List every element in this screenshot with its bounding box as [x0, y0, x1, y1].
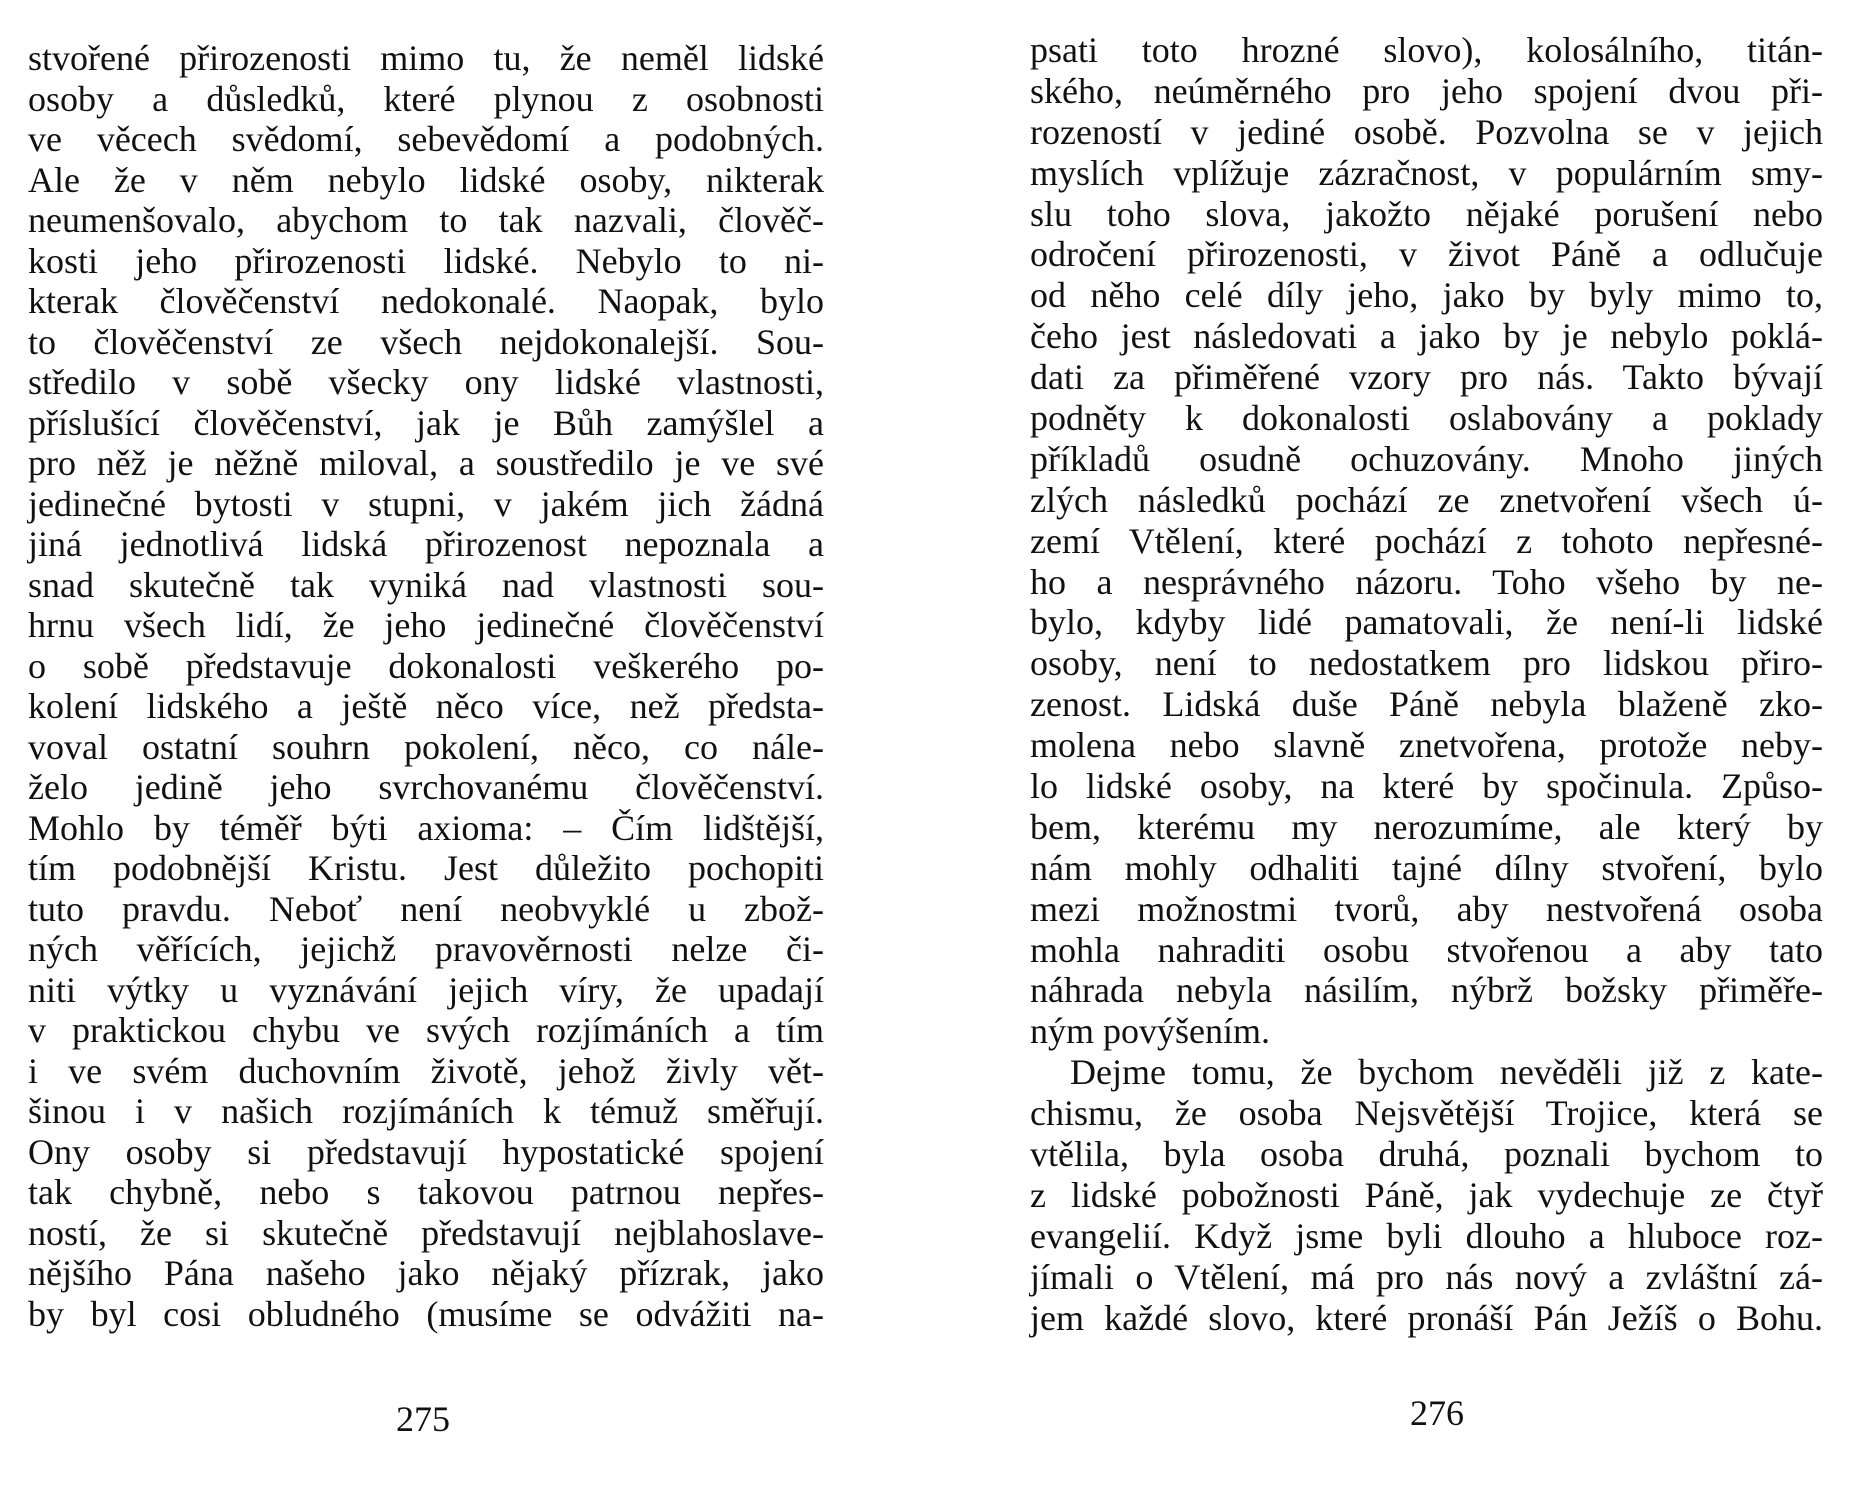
text-line: želo jedině jeho svrchovanému člověčenství. — [28, 767, 824, 807]
text-line: zemí Vtělení, které pochází z tohoto nepřesné- — [1030, 520, 1823, 561]
right-page-text — [1030, 30, 1823, 1339]
text-line: Mohlo by téměř býti axioma: – Čím lidštější, — [28, 807, 824, 848]
text-line: tuto pravdu. Neboť není neobvyklé u zbož- — [28, 888, 824, 929]
text-line: molena nebo slavně znetvořena, protože neby- — [1030, 725, 1823, 766]
text-line: hrnu všech lidí, že jeho jedinečné člověčenství — [28, 605, 824, 645]
text-line: zlých následků pochází ze znetvoření všech ú- — [1030, 479, 1823, 520]
text-line: mezi možnostmi tvorů, aby nestvořená osoba — [1030, 888, 1823, 929]
text-line: osoby, není to nedostatkem pro lidskou přiro- — [1030, 643, 1823, 684]
text-line: Ale že v něm nebylo lidské osoby, nikterak — [28, 159, 824, 200]
text-line: osoby a důsledků, které plynou z osobnosti — [28, 78, 824, 119]
text-line: kosti jeho přirozenosti lidské. Nebylo to ni- — [28, 240, 824, 281]
text-line: by byl cosi obludného (musíme se odvážiti na- — [28, 1293, 824, 1334]
text-line: evangelií. Když jsme byli dlouho a hluboce roz- — [1030, 1215, 1823, 1256]
text-line: nějšího Pána našeho jako nějaký přízrak, jako — [28, 1253, 824, 1293]
text-line: neumenšovalo, abychom to tak nazvali, člověč- — [28, 200, 824, 240]
text-line: ným povýšením. — [1030, 1011, 1270, 1052]
text-line: příslušící člověčenství, jak je Bůh zamýšlel a — [28, 402, 824, 443]
text-line: mohla nahraditi osobu stvořenou a aby tato — [1030, 929, 1823, 970]
text-line: kterak člověčenství nedokonalé. Naopak, bylo — [28, 281, 824, 321]
text-line: bem, kterému my nerozumíme, ale který by — [1030, 806, 1823, 847]
text-line: dati za přiměřené vzory pro nás. Takto bývají — [1030, 357, 1823, 398]
text-line: ského, neúměrného pro jeho spojení dvou při- — [1030, 70, 1823, 111]
text-line: tím podobnější Kristu. Jest důležito pochopiti — [28, 848, 824, 888]
text-line: voval ostatní souhrn pokolení, něco, co nále- — [28, 726, 824, 767]
text-line: odročení přirozenosti, v život Páně a odlučuje — [1030, 234, 1823, 275]
text-line: jedinečné bytosti v stupni, v jakém jich žádná — [28, 483, 824, 524]
text-line: středilo v sobě všecky ony lidské vlastnosti, — [28, 362, 824, 402]
text-line: chismu, že osoba Nejsvětější Trojice, která se — [1030, 1093, 1823, 1134]
text-line: nám mohly odhaliti tajné dílny stvoření, bylo — [1030, 847, 1823, 888]
text-line: ných věřících, jejichž pravověrnosti nelze či- — [28, 929, 824, 969]
text-line: stvořené přirozenosti mimo tu, že neměl lidské — [28, 38, 824, 78]
text-line: příkladů osudně ochuzovány. Mnoho jiných — [1030, 438, 1823, 479]
text-line: zenost. Lidská duše Páně nebyla blaženě zko- — [1030, 684, 1823, 725]
text-line: v praktickou chybu ve svých rozjímáních a tím — [28, 1010, 824, 1050]
text-line: ho a nesprávného názoru. Toho všeho by ne- — [1030, 561, 1823, 602]
text-line: kolení lidského a ještě něco více, než předsta- — [28, 686, 824, 726]
text-line: podněty k dokonalosti oslabovány a poklady — [1030, 398, 1823, 439]
text-line: slu toho slova, jakožto nějaké porušení nebo — [1030, 193, 1823, 234]
text-line: myslích vplížuje zázračnost, v populárním smy- — [1030, 152, 1823, 193]
text-line: tak chybně, nebo s takovou patrnou nepřes- — [28, 1172, 824, 1212]
text-line: vtělila, byla osoba druhá, poznali bychom to — [1030, 1134, 1823, 1175]
text-line: Dejme tomu, že bychom nevěděli již z kate- — [1070, 1052, 1823, 1093]
text-line: od něho celé díly jeho, jako by byly mimo to, — [1030, 275, 1823, 316]
text-line: jímali o Vtělení, má pro nás nový a zvláštní zá- — [1030, 1256, 1823, 1297]
text-line: šinou i v našich rozjímáních k témuž směřují. — [28, 1091, 824, 1131]
text-line: ností, že si skutečně představují nejblahoslave- — [28, 1212, 824, 1253]
page-number-left: 275 — [396, 1399, 450, 1439]
text-line: o sobě představuje dokonalosti veškerého po- — [28, 645, 824, 686]
text-line: čeho jest následovati a jako by je nebylo poklá- — [1030, 316, 1823, 357]
text-line: ve věcech svědomí, sebevědomí a podobných. — [28, 119, 824, 159]
text-line: jem každé slovo, které pronáší Pán Ježíš o Bohu. — [1030, 1297, 1823, 1338]
text-line: i ve svém duchovním životě, jehož živly vět- — [28, 1050, 824, 1091]
text-line: náhrada nebyla násilím, nýbrž božsky přiměře- — [1030, 970, 1823, 1011]
text-line: pro něž je něžně miloval, a soustředilo je ve své — [28, 443, 824, 483]
text-line: niti výtky u vyznávání jejich víry, že upadají — [28, 969, 824, 1010]
left-page-text — [28, 38, 824, 1334]
text-line: Ony osoby si představují hypostatické spojení — [28, 1131, 824, 1172]
text-line: jiná jednotlivá lidská přirozenost nepoznala a — [28, 524, 824, 564]
text-line: to člověčenství ze všech nejdokonalejší. Sou- — [28, 321, 824, 362]
text-line: z lidské pobožnosti Páně, jak vydechuje ze čtyř — [1030, 1174, 1823, 1215]
page-number-right: 276 — [1410, 1393, 1464, 1433]
text-line: snad skutečně tak vyniká nad vlastnosti sou- — [28, 564, 824, 605]
text-line: bylo, kdyby lidé pamatovali, že není-li lidské — [1030, 602, 1823, 643]
text-line: rozeností v jediné osobě. Pozvolna se v jejich — [1030, 111, 1823, 152]
text-line: lo lidské osoby, na které by spočinula. Způso- — [1030, 766, 1823, 807]
text-line: psati toto hrozné slovo), kolosálního, titán- — [1030, 30, 1823, 70]
